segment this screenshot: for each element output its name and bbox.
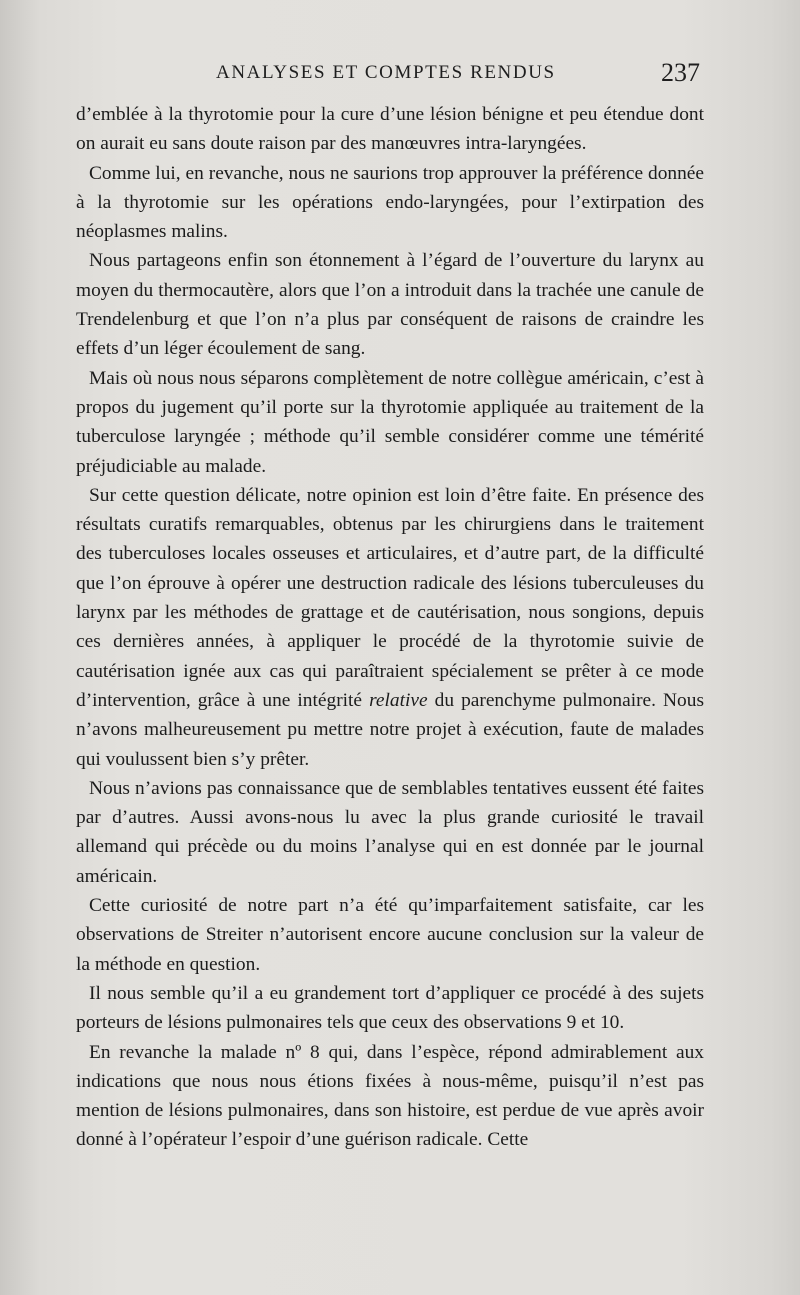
running-head: ANALYSES ET COMPTES RENDUS xyxy=(216,62,556,83)
paragraph-6: Nous n’avions pas connaissance que de semblables tentatives eussent été faites par d’autres. Aussi avons-nous lu avec la plus grande curiosité le travail allemand qui précède ou du moins l’analyse qui en est donnée par le journal américain. xyxy=(76,777,704,887)
paragraph-5-text-before: Sur cette question délicate, notre opinion est loin d’être faite. En présence des résultats curatifs remarquables, obtenus par les chirurgiens dans le traitement des tuberculoses locales osseuses et articulaires, et d’autre part, de la difficulté que l’on éprouve à opérer une destruction radicale des lésions tuberculeuses du larynx par les méthodes de grattage et de cautérisation, nous songions, depuis ces dernières années, à appliquer le procédé de la thyrotomie suivie de cautérisation ignée aux cas qui paraîtraient spécialement se prêter à ce mode d’intervention, grâce à une intégrité xyxy=(76,484,704,711)
paragraph-5-text-after: du parenchyme pulmonaire. Nous n’avons malheureusement pu mettre notre projet à exécution, faute de malades qui voulussent bien s’y prêter. xyxy=(76,689,704,770)
paragraph-7: Cette curiosité de notre part n’a été qu’imparfaitement satisfaite, car les observations de Streiter n’autorisent encore aucune conclusion sur la valeur de la méthode en question. xyxy=(76,895,704,975)
page-header xyxy=(76,56,704,90)
paragraph-5 xyxy=(76,481,704,774)
paragraph-4: Mais où nous nous séparons complètement de notre collègue américain, c’est à propos du jugement qu’il porte sur la thyrotomie appliquée au traitement de la tuberculose laryngée ; méthode qu’il semble considérer comme une témérité préjudiciable au malade. xyxy=(76,367,704,477)
body-text xyxy=(76,100,704,1155)
paragraph-2: Comme lui, en revanche, nous ne saurions trop approuver la préférence donnée à la thyrotomie sur les opérations endo-laryngées, pour l’extirpation des néoplasmes malins. xyxy=(76,162,704,243)
paragraph-5-emphasis: relative xyxy=(369,689,428,711)
paragraph-1: d’emblée à la thyrotomie pour la cure d’une lésion bénigne et peu étendue dont on aurait eu sans doute raison par des manœuvres intra-laryngées. xyxy=(76,104,704,155)
paragraph-8: Il nous semble qu’il a eu grandement tort d’appliquer ce procédé à des sujets porteurs de lésions pulmonaires tels que ceux des observations 9 et 10. xyxy=(76,982,704,1034)
paragraph-9: En revanche la malade nº 8 qui, dans l’espèce, répond admirablement aux indications que nous nous étions fixées à nous-même, puisqu’il n’est pas mention de lésions pulmonaires, dans son histoire, est perdue de vue après avoir donné à l’opérateur l’espoir d’une guérison radicale. Cette xyxy=(76,1041,704,1151)
paragraph-3: Nous partageons enfin son étonnement à l’égard de l’ouverture du larynx au moyen du thermocautère, alors que l’on a introduit dans la trachée une canule de Trendelenburg et que l’on n’a plus par conséquent de raisons de craindre les effets d’un léger écoulement de sang. xyxy=(76,250,704,360)
page-number: 237 xyxy=(661,58,700,87)
